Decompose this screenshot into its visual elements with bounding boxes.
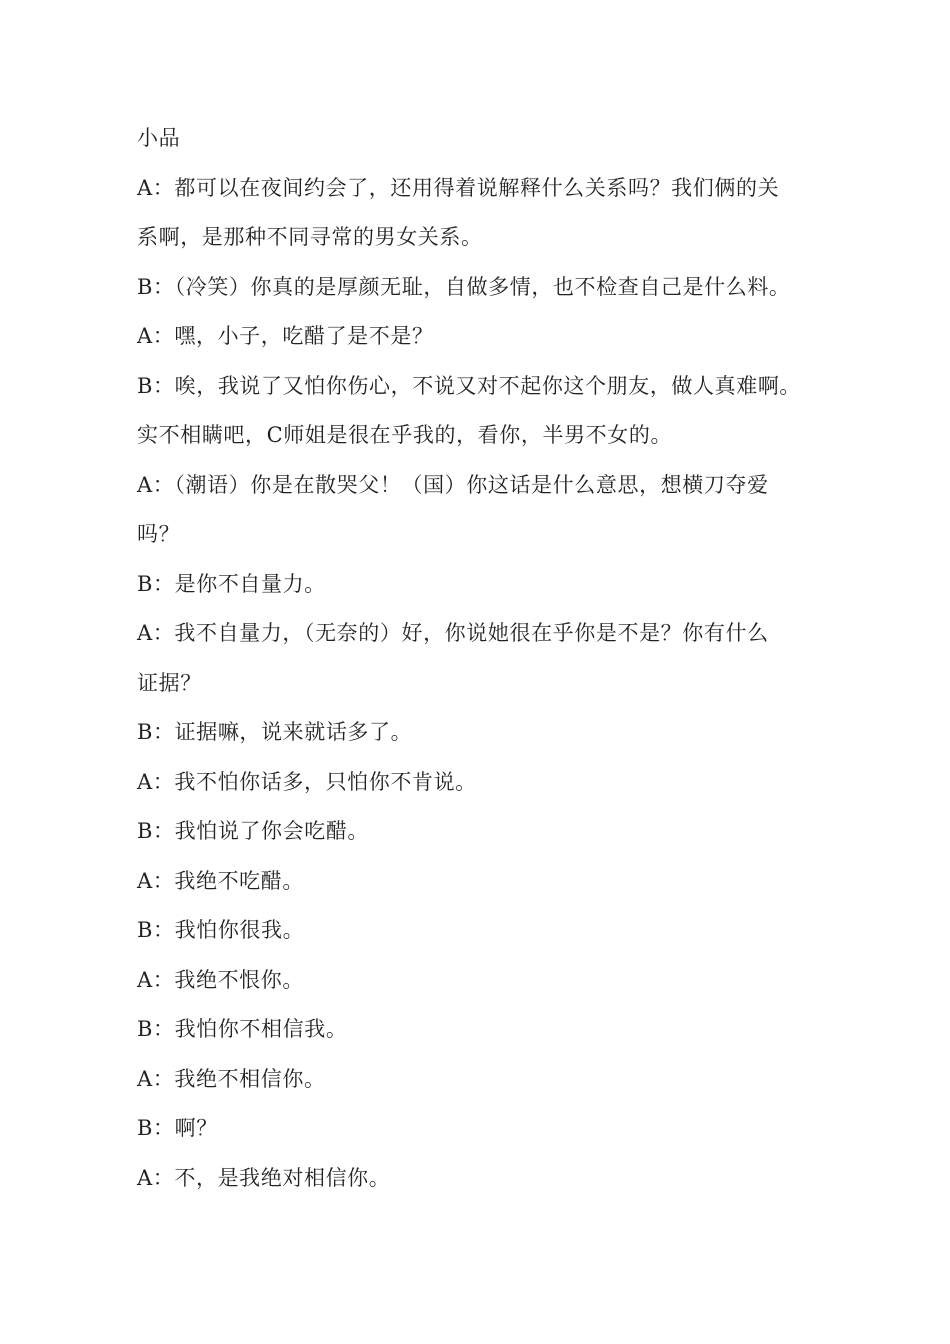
- dialogue-line: A：都可以在夜间约会了，还用得着说解释什么关系吗？我们俩的关: [137, 175, 780, 200]
- dialogue-line: A：我不自量力，（无奈的）好，你说她很在乎你是不是？你有什么: [137, 621, 769, 645]
- document-body: [137, 114, 817, 1203]
- dialogue-line: A：我不怕你话多，只怕你不肯说。: [137, 769, 477, 794]
- dialogue-line: B：是你不自量力。: [137, 571, 326, 596]
- dialogue-line: B：证据嘛，说来就话多了。: [137, 720, 413, 744]
- dialogue-line: B：啊？: [137, 1116, 218, 1140]
- dialogue-line: 证据？: [137, 670, 202, 695]
- dialogue-line: B：我怕你不相信我。: [137, 1017, 348, 1041]
- dialogue-line: B：唉，我说了又怕你伤心，不说又对不起你这个朋友，做人真难啊。: [137, 373, 802, 398]
- dialogue-line: 吗？: [137, 522, 181, 546]
- dialogue-line: A：我绝不相信你。: [137, 1066, 326, 1091]
- dialogue-line: A：我绝不吃醋。: [137, 868, 304, 893]
- dialogue-line: A：（潮语）你是在散哭父！（国）你这话是什么意思，想横刀夺爱: [137, 472, 769, 497]
- dialogue-line: B：（冷笑）你真的是厚颜无耻，自做多情，也不检查自己是什么料。: [137, 274, 791, 299]
- dialogue-line: A：嘿，小子，吃醋了是不是？: [137, 324, 434, 348]
- document-title: 小品: [137, 126, 181, 150]
- dialogue-line: A：不，是我绝对相信你。: [137, 1165, 391, 1190]
- dialogue-line: B：我怕你很我。: [137, 918, 305, 942]
- dialogue-line: 实不相瞒吧，C师姐是很在乎我的，看你，半男不女的。: [137, 423, 673, 447]
- dialogue-line: B：我怕说了你会吃醋。: [137, 819, 370, 843]
- dialogue-line: A：我绝不恨你。: [137, 967, 304, 992]
- dialogue-line: 系啊，是那种不同寻常的男女关系。: [137, 225, 483, 249]
